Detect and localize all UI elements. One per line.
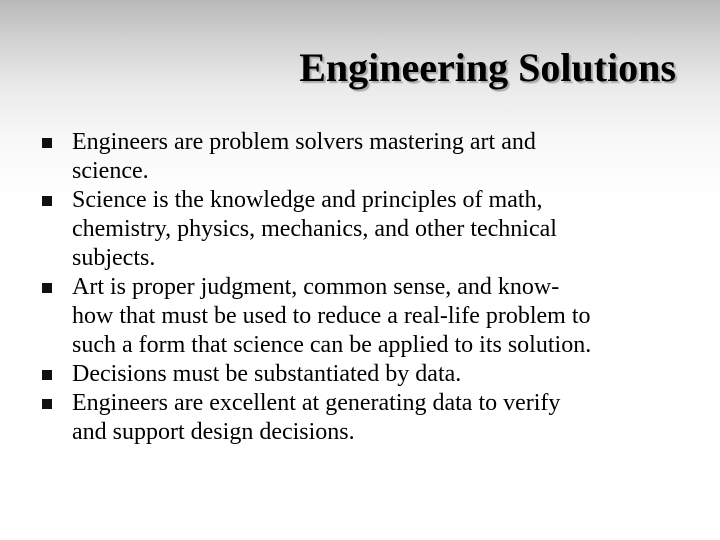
square-bullet-icon xyxy=(42,283,52,293)
bullet-item xyxy=(40,273,690,360)
bullet-item xyxy=(40,360,690,389)
square-bullet-icon xyxy=(42,138,52,148)
bullet-text xyxy=(72,129,536,184)
bullet-line: and support design decisions. xyxy=(72,419,355,445)
bullet-line: such a form that science can be applied to its solution. xyxy=(72,332,592,358)
bullet-line: Engineers are problem solvers mastering art and xyxy=(72,129,536,155)
bullet-item xyxy=(40,389,690,447)
bullet-line: subjects. xyxy=(72,245,156,271)
square-bullet-icon xyxy=(42,370,52,380)
square-bullet-icon xyxy=(42,399,52,409)
bullet-line: Science is the knowledge and principles of math, xyxy=(72,187,543,213)
bullet-item xyxy=(40,186,690,273)
slide-title: Engineering Solutions xyxy=(299,45,676,90)
bullet-text xyxy=(72,390,560,445)
bullet-line: Art is proper judgment, common sense, and know- xyxy=(72,274,560,300)
square-bullet-icon xyxy=(42,196,52,206)
bullet-text xyxy=(72,274,591,358)
bullet-list xyxy=(40,128,690,447)
bullet-line: Engineers are excellent at generating data to verify xyxy=(72,390,561,416)
bullet-line: chemistry, physics, mechanics, and other technical xyxy=(72,216,557,242)
bullet-line: how that must be used to reduce a real-life problem to xyxy=(72,303,591,329)
bullet-line: science. xyxy=(72,158,149,184)
bullet-text xyxy=(72,187,557,271)
bullet-item xyxy=(40,128,690,186)
bullet-line: Decisions must be substantiated by data. xyxy=(72,361,462,387)
bullet-text xyxy=(72,361,461,387)
